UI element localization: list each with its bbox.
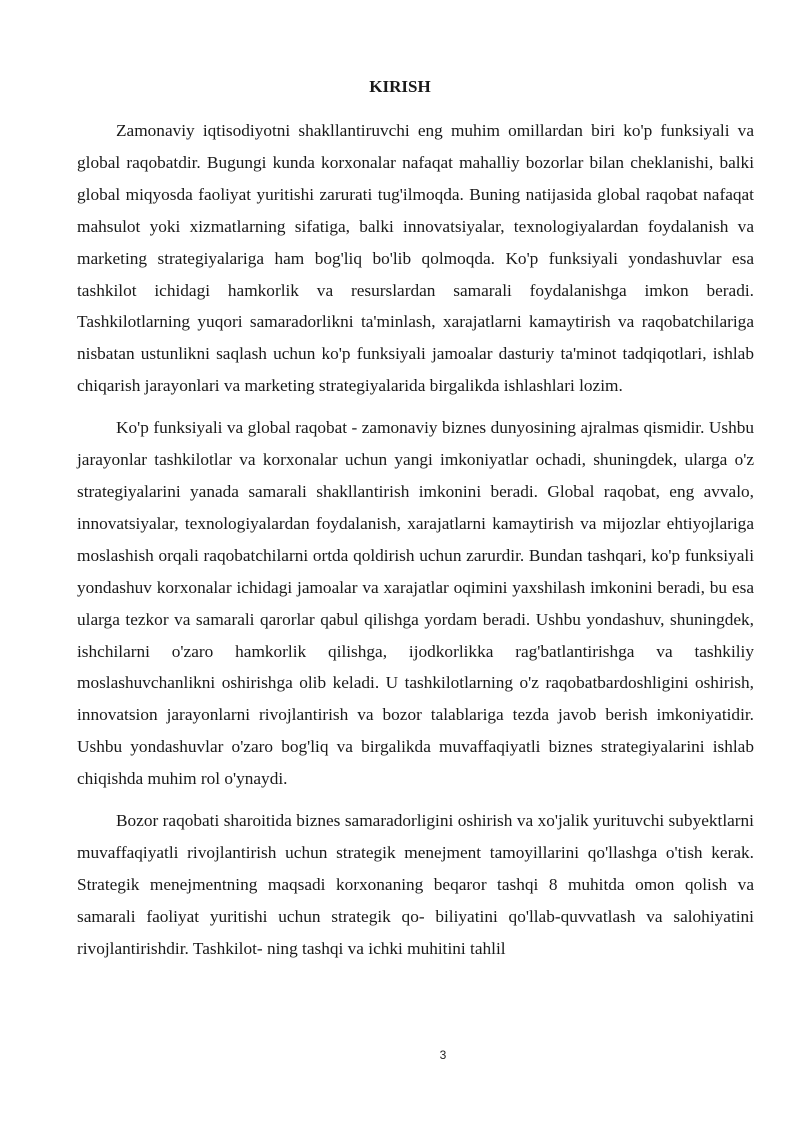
section-heading: KIRISH: [369, 77, 431, 96]
paragraph-3: Bozor raqobati sharoitida biznes samaradorligini oshirish va xo'jalik yurituvchi subyektlarni muvaffaqiyatli rivojlantirish uchun strategik menejment tamoyillarini qo'llashga o'tish kerak. Strategik menejmentning maqsadi korxonaning beqaror tashqi 8 muhitda omon qolish va samarali faoliyat yuritishi uchun strategik qo- biliyatini qo'llab-quvvatlash va salohiyatini rivojlantirishdir. Tashkilot- ning tashqi va ichki muhitini tahlil: [77, 811, 754, 958]
paragraph-2: Ko'p funksiyali va global raqobat - zamonaviy biznes dunyosining ajralmas qismidir. Ushbu jarayonlar tashkilotlar va korxonalar uchun yangi imkoniyatlar ochadi, shuningdek, ularga o'z strategiyalarini yanada samarali shakllantirish imkonini beradi. Global raqobat, eng avvalo, innovatsiyalar, texnologiyalardan foydalanish, xarajatlarni kamaytirish va mijozlar ehtiyojlariga moslashish orqali raqobatchilarni ortda qoldirish uchun zarurdir. Bundan tashqari, ko'p funksiyali yondashuv korxonalar ichidagi jamoalar va xarajatlar oqimini yaxshilash imkonini beradi, bu esa ularga tezkor va samarali qarorlar qabul qilishga yordam beradi. Ushbu yondashuv, shuningdek, ishchilarni o'zaro hamkorlik qilishga, ijodkorlikka rag'batlantirishga va tashkiliy moslashuvchanlikni oshirishga olib keladi. U tashkilotlarning o'z raqobatbardoshligini oshirish, innovatsion jarayonlarni rivojlantirish va bozor talablariga tezda javob berish imkoniyatidir. Ushbu yondashuvlar o'zaro bog'liq va birgalikda muvaffaqiyatli biznes strategiyalarini ishlab chiqishda muhim rol o'ynaydi.: [77, 418, 754, 789]
page-number: 3: [439, 1048, 447, 1062]
paragraph-1: Zamonaviy iqtisodiyotni shakllantiruvchi eng muhim omillardan biri ko'p funksiyali va global raqobatdir. Bugungi kunda korxonalar nafaqat mahalliy bozorlar bilan cheklanishi, balki global miqyosda faoliyat yuritishi zarurati tug'ilmoqda. Buning natijasida global raqobat nafaqat mahsulot yoki xizmatlarning sifatiga, balki innovatsiyalar, texnologiyalardan foydalanish va marketing strategiyalariga ham bog'liq bo'lib qolmoqda. Ko'p funksiyali yondashuvlar esa tashkilot ichidagi hamkorlik va resurslardan samarali foydalanishga imkon beradi. Tashkilotlarning yuqori samaradorlikni ta'minlash, xarajatlarni kamaytirish va raqobatchilariga nisbatan ustunlikni saqlash uchun ko'p funksiyali jamoalar dasturiy ta'minot tadqiqotlari, ishlab chiqarish jarayonlari va marketing strategiyalarida birgalikda ishlashlari lozim.: [77, 121, 754, 396]
body-text: [77, 115, 754, 975]
